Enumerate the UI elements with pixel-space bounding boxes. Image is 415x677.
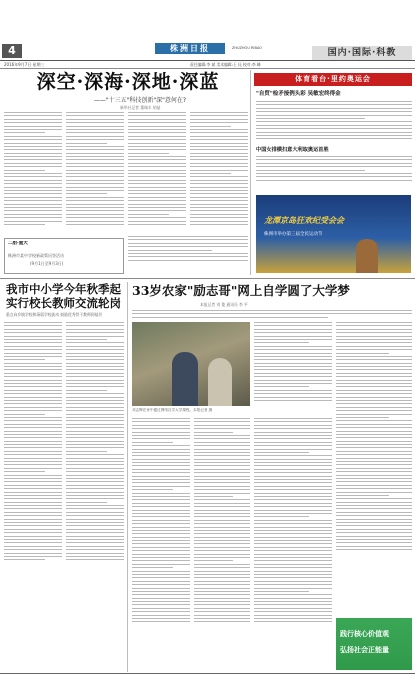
top-story-col-1 bbox=[4, 112, 62, 227]
top-story-col-4 bbox=[190, 112, 248, 227]
footer-rule bbox=[0, 673, 415, 674]
sports-poster bbox=[256, 195, 411, 273]
feature-headline: 33岁农家"励志哥"网上自学圆了大学梦 bbox=[132, 283, 350, 298]
header-editors: 责任编辑:李 斌 美术编辑:王 珏 校对:李 峰 bbox=[190, 62, 261, 67]
sports-story-2-body bbox=[256, 156, 412, 183]
left-story-col-1 bbox=[4, 322, 62, 563]
sports-story-1-title: "自贸"检矛接例头彩 吴敏宏终得金 bbox=[256, 91, 341, 97]
left-story-headline-1: 我市中小学今年秋季起 bbox=[6, 282, 121, 296]
masthead-pinyin: ZHUZHOU RIBAO bbox=[232, 46, 262, 50]
photo-person-2 bbox=[208, 358, 232, 406]
column-divider-main bbox=[250, 70, 251, 275]
top-story-col-2 bbox=[66, 112, 124, 227]
feature-col-2 bbox=[194, 418, 250, 625]
header-rule-2 bbox=[0, 68, 415, 69]
bottom-ad bbox=[336, 618, 412, 670]
feature-col-1 bbox=[132, 418, 190, 625]
poster-figure bbox=[356, 239, 378, 273]
left-story-headline-2: 实行校长教师交流轮岗 bbox=[6, 296, 121, 310]
header-date: 2016年9月7日 星期三 bbox=[4, 62, 45, 67]
photo-person bbox=[172, 352, 198, 406]
notice-line-2: (9月1日至9月3日) bbox=[30, 261, 64, 266]
left-story-col-2 bbox=[66, 322, 124, 563]
top-story-lower-col bbox=[128, 236, 248, 263]
section-title: 国内·国际·科教 bbox=[312, 46, 412, 60]
poster-title: 龙潭京岛狂欢纪受会会 bbox=[264, 216, 344, 225]
feature-col-3 bbox=[254, 418, 332, 625]
column-divider-lower bbox=[127, 282, 128, 672]
feature-photo-caption: 邓志辉在家中通过网络自学大学课程。本报记者 摄 bbox=[132, 408, 213, 412]
feature-lead bbox=[132, 310, 412, 320]
feature-col-photo-right bbox=[254, 322, 332, 403]
sports-story-1-body bbox=[256, 101, 412, 142]
sports-story-2-title: 中国女排横扫意大利取奥运首胜 bbox=[256, 147, 329, 153]
notice-line-1: 株洲市某中学校新政策问答活动 bbox=[8, 253, 64, 258]
bottom-ad-line-2: 弘扬社会正能量 bbox=[340, 646, 389, 654]
section-rule-1 bbox=[0, 278, 415, 279]
masthead: 株洲日报 bbox=[155, 43, 225, 54]
header-rule bbox=[0, 60, 415, 61]
notice-title: 二胎·重大 bbox=[8, 241, 28, 246]
top-story-col-3 bbox=[128, 112, 186, 227]
feature-col-right bbox=[336, 322, 412, 553]
sports-banner: 体育看台·里约奥运会 bbox=[254, 73, 412, 86]
poster-subtitle: 株洲市举办第三届全民运动节 bbox=[264, 232, 323, 237]
bottom-ad-line-1: 践行核心价值观 bbox=[340, 630, 389, 638]
feature-byline: 本报记者 刘 俊 通讯员 李 平 bbox=[200, 302, 248, 307]
feature-photo bbox=[132, 322, 250, 406]
top-story-subhead: ——"十三五"科技创新"深"意何在? bbox=[93, 97, 187, 104]
page-number-box: 4 bbox=[2, 44, 22, 58]
top-story-byline: 新华社记者 董瑞丰 胡喆 bbox=[120, 105, 161, 110]
left-story-subhead: 重点向乡镇学校和薄弱学校流动 鼓励优秀骨干教师到基层 bbox=[6, 312, 103, 317]
top-story-headline: 深空·深海·深地·深蓝 bbox=[36, 71, 220, 93]
